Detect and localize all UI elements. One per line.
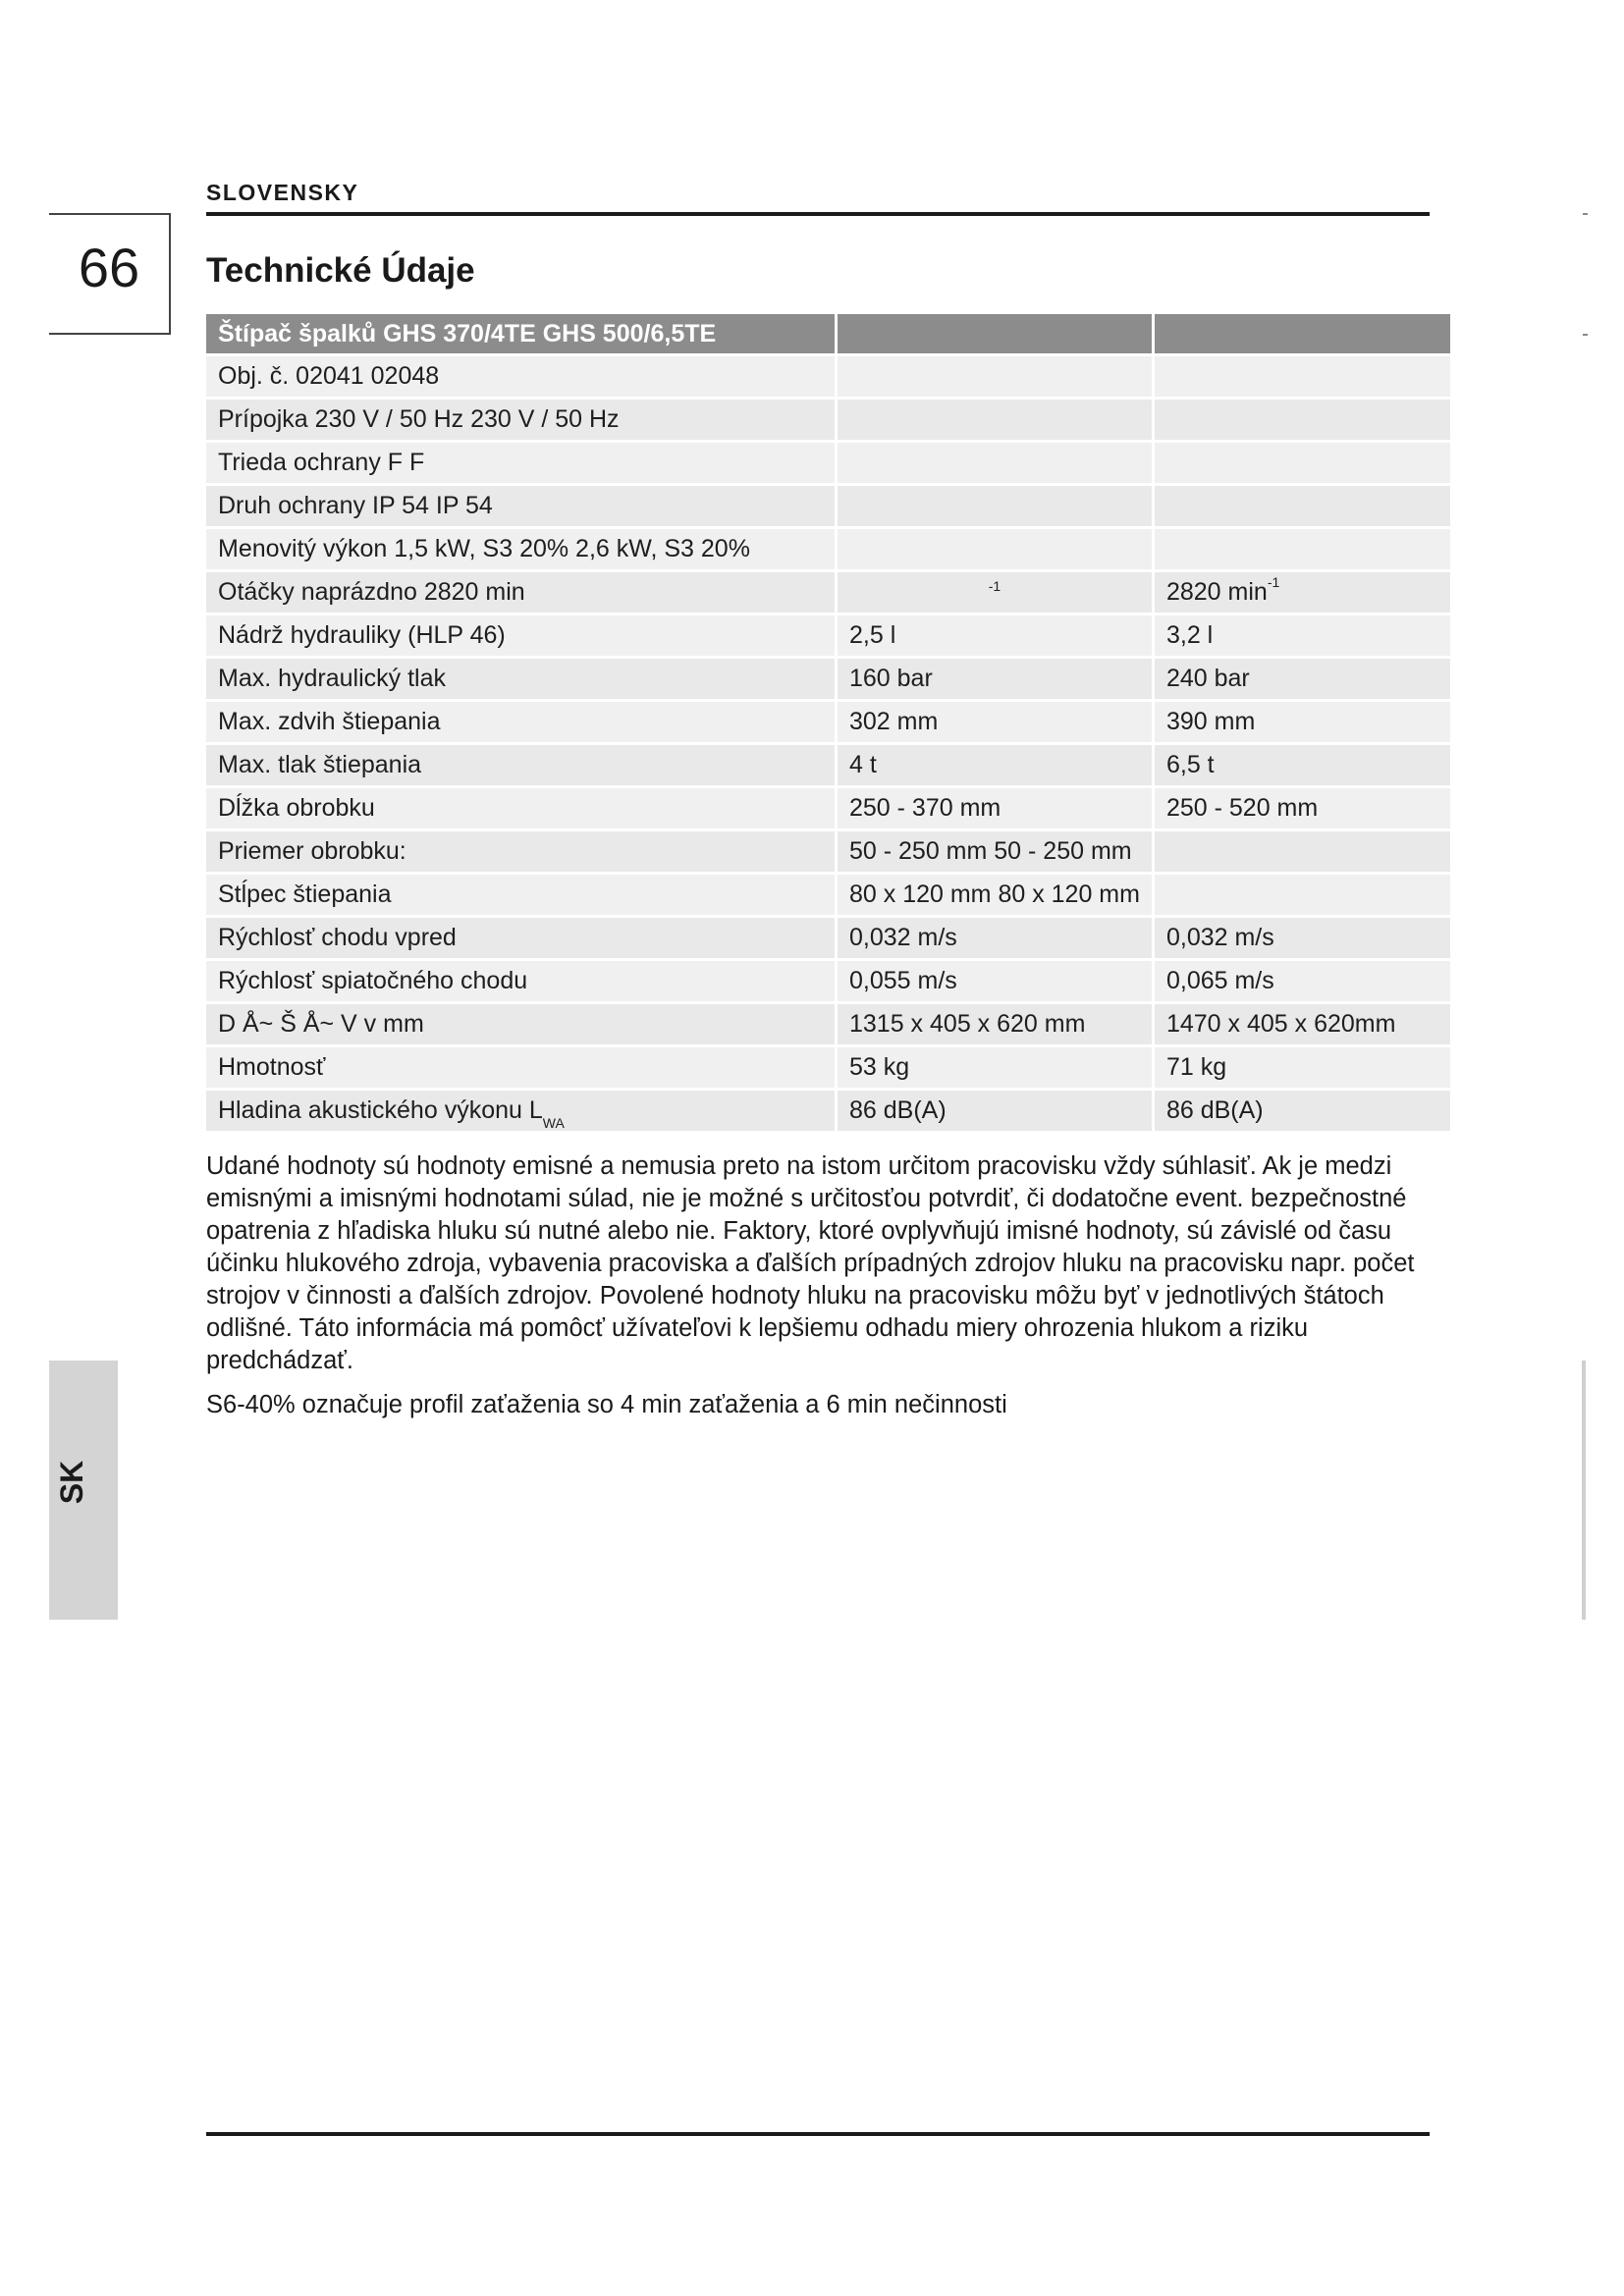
table-cell [206,314,835,353]
table-cell [1155,1091,1450,1131]
table-cell [206,659,835,699]
table-cell [206,443,835,483]
cell-text: 53 kg [849,1053,910,1081]
footer-rule [206,2132,1430,2136]
table-cell [838,572,1152,613]
table-row [206,918,1450,958]
table-row [206,702,1450,742]
table-row [206,400,1450,440]
cell-text: Štípač špalků GHS 370/4TE GHS 500/6,5TE [218,319,717,347]
table-row [206,745,1450,785]
table-cell [838,443,1152,483]
cell-text: 86 dB(A) [1165,1096,1264,1124]
cell-text: Rýchlosť chodu vpred [218,924,457,951]
cell-text: Stĺpec štiepania [218,881,392,908]
table-row [206,1091,1450,1131]
cell-text: Max. hydraulický tlak [218,665,447,692]
cell-text: 240 bar [1165,665,1250,692]
table-row [206,443,1450,483]
cell-text: 50 - 250 mm 50 - 250 mm [849,837,1132,865]
table-cell [1155,529,1450,569]
table-cell [206,1091,835,1131]
cell-text: Nádrž hydrauliky (HLP 46) [218,621,506,649]
superscript: -1 [988,577,1001,594]
cell-text: 3,2 l [1165,621,1214,649]
table-cell [1155,875,1450,915]
cell-text: 2,5 l [849,621,896,649]
table-cell [838,831,1152,872]
language-header: SLOVENSKY [206,180,359,205]
table-cell [1155,314,1450,353]
table-cell [1155,1004,1450,1044]
table-cell [206,702,835,742]
cell-text: 1315 x 405 x 620 mm [849,1010,1086,1038]
language-side-tab-label: SK [54,1460,89,1505]
table-cell [1155,443,1450,483]
noise-note [206,1150,1430,1433]
table-header-row [206,314,1450,353]
cell-text: 2820 min [1165,578,1268,606]
table-cell [838,314,1152,353]
cell-text: Max. zdvih štiepania [218,708,441,735]
table-cell [206,400,835,440]
cell-text: Otáčky naprázdno 2820 min [218,578,525,606]
crop-mark [1583,334,1588,336]
table-cell [206,875,835,915]
table-row [206,615,1450,656]
table-row [206,572,1450,613]
table-cell [838,918,1152,958]
table-cell [838,486,1152,526]
table-cell [1155,1047,1450,1088]
table-row [206,831,1450,872]
cell-text: 0,065 m/s [1165,967,1274,994]
table-cell [1155,961,1450,1001]
cell-text: Max. tlak štiepania [218,751,422,778]
table-cell [838,1004,1152,1044]
table-cell [206,615,835,656]
crop-mark [1583,213,1588,215]
table-cell [1155,918,1450,958]
table-row [206,788,1450,828]
cell-text: Rýchlosť spiatočného chodu [218,967,528,994]
cell-text: Dĺžka obrobku [218,794,375,822]
table-cell [838,529,1152,569]
cell-text: 0,032 m/s [1165,924,1274,951]
table-cell [206,961,835,1001]
table-cell [838,1091,1152,1131]
cell-text: 0,032 m/s [849,924,957,951]
table-cell [1155,831,1450,872]
cell-text: Druh ochrany IP 54 IP 54 [218,492,493,519]
table-cell [1155,615,1450,656]
cell-text: 80 x 120 mm 80 x 120 mm [849,881,1140,908]
table-cell [1155,486,1450,526]
table-cell [838,356,1152,397]
cell-text: Hladina akustického výkonu L [218,1096,543,1124]
table-row [206,1047,1450,1088]
table-row [206,1004,1450,1044]
cell-text: 0,055 m/s [849,967,957,994]
table-cell [206,918,835,958]
cell-text: Hmotnosť [218,1053,326,1081]
cell-text: Obj. č. 02041 02048 [218,362,440,390]
cell-text: 1470 x 405 x 620mm [1165,1010,1396,1038]
cell-text: Menovitý výkon 1,5 kW, S3 20% 2,6 kW, S3 20% [218,535,750,562]
table-cell [206,529,835,569]
table-cell [838,961,1152,1001]
table-cell [1155,702,1450,742]
subscript: WA [542,1115,565,1131]
table-cell [1155,400,1450,440]
table-cell [838,875,1152,915]
table-cell [206,356,835,397]
page-title: Technické Údaje [206,251,475,290]
cell-text: D Å~ Š Å~ V v mm [218,1010,424,1038]
table-cell [838,615,1152,656]
table-row [206,486,1450,526]
note-paragraph-duty-cycle: S6-40% označuje profil zaťaženia so 4 min zaťaženia a 6 min nečinnosti [206,1391,1007,1418]
table-cell [1155,356,1450,397]
table-row [206,529,1450,569]
table-cell [838,788,1152,828]
cell-text: 250 - 520 mm [1165,794,1319,822]
cell-text: 86 dB(A) [849,1096,947,1124]
table-cell [206,1004,835,1044]
cell-text: 302 mm [849,708,939,735]
cell-text: 71 kg [1165,1053,1227,1081]
table-cell [838,400,1152,440]
table-cell [206,1047,835,1088]
table-cell [206,572,835,613]
table-row [206,875,1450,915]
table-cell [206,788,835,828]
technical-data-table [203,311,1453,1134]
cell-text: 6,5 t [1165,751,1215,778]
superscript: -1 [1267,574,1280,590]
cell-text: Trieda ochrany F F [218,449,425,476]
table-row [206,961,1450,1001]
table-cell [838,659,1152,699]
table-cell [838,745,1152,785]
header-rule [206,212,1430,216]
cell-text: 4 t [849,751,877,778]
cell-text: Priemer obrobku: [218,837,406,865]
edge-marker [1582,1361,1586,1620]
cell-text: 160 bar [849,665,933,692]
table-row [206,356,1450,397]
note-paragraph: Udané hodnoty sú hodnoty emisné a nemusia preto na istom určitom pracovisku vždy súhlasiť. Ak je medzi emisnými a imisnými hodnotami súlad, nie je možné s určitosťou potvrdiť, či dodatočne event. bezpečnostné opatrenia z hľadiska hluku sú nutné alebo nie. Faktory, ktoré ovplyvňujú imisné hodnoty, sú závislé od času účinku hlukového zdroja, vybavenia pracoviska a ďalších prípadných zdrojov hluku na pracovisku napr. počet strojov v činnosti a ďalších zdrojov. Povolené hodnoty hluku na pracovisku môžu byť v jednotlivých štátoch odlišné. Táto informácia má pomôcť užívateľovi k lepšiemu odhadu miery ohrozenia hlukom a riziku predchádzať. [206,1152,1415,1374]
cell-text: 250 - 370 mm [849,794,1001,822]
table-cell [838,702,1152,742]
table-cell [1155,659,1450,699]
table-cell [1155,745,1450,785]
page-number: 66 [78,237,140,298]
table-cell [206,745,835,785]
table-cell [206,831,835,872]
table-cell [838,1047,1152,1088]
table-cell [206,486,835,526]
table-row [206,659,1450,699]
cell-text: 390 mm [1165,708,1256,735]
table-cell [1155,788,1450,828]
table-cell [1155,572,1450,613]
cell-text: Prípojka 230 V / 50 Hz 230 V / 50 Hz [218,405,620,433]
